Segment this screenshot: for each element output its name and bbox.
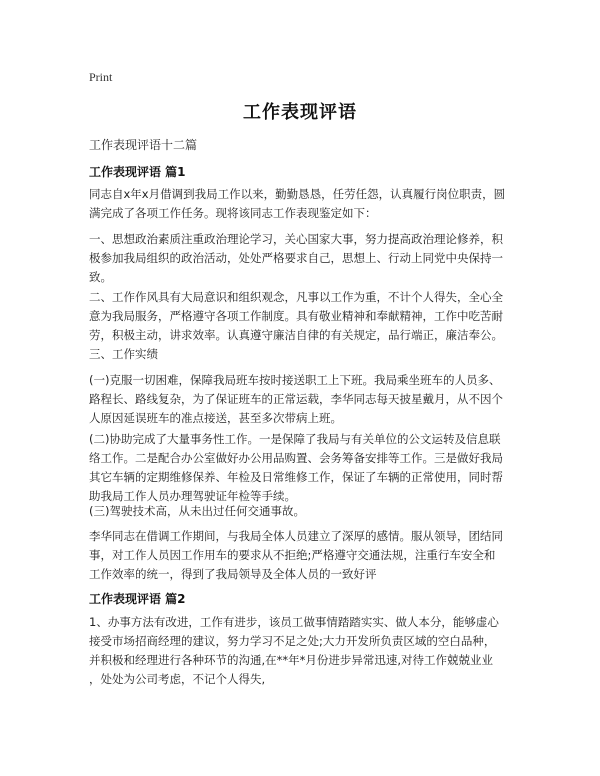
paragraph-line: 接受市场招商经理的建议，努力学习不足之处;大力开发所负责区域的空白品种，	[89, 634, 496, 648]
paragraph	[89, 345, 519, 364]
paragraph-line: 二、工作作风具有大局意识和组织观念，凡事以工作为重，不计个人得失，全心全	[89, 290, 503, 304]
paragraph-line: 一、思想政治素质注重政治理论学习，关心国家大事，努力提高政治理论修养，积	[89, 232, 503, 246]
paragraph-line: 人原因延误班车的准点接送，甚至多次带病上班。	[89, 411, 342, 425]
paragraph-line: 意为我局服务，严格遵守各项工作制度。具有敬业精神和奉献精神，工作中吃苦耐	[89, 309, 503, 323]
paragraph-line: (三)驾驶技术高，从未出过任何交通事故。	[89, 504, 305, 518]
paragraph-line: 致。	[89, 270, 112, 284]
paragraph	[89, 185, 519, 223]
paragraph-line: 三、工作实绩	[89, 347, 158, 361]
paragraph	[89, 230, 519, 287]
paragraph	[89, 502, 519, 521]
paragraph-line: 1、办事方法有改进，工作有进步，该员工做事情踏踏实实、做人本分，能够虚心	[89, 615, 499, 629]
paragraph-line: (一)克服一切困难，保障我局班车按时接送职工上下班。我局乘坐班车的人员多、	[89, 373, 501, 387]
paragraph-line: 极参加我局组织的政治活动，处处严格要求自己，思想上、行动上同党中央保持一	[89, 251, 503, 265]
paragraph-line: 并积极和经理进行各种环节的沟通,在**年*月份进步异常迅速,对待工作兢兢业业	[89, 653, 494, 667]
print-label[interactable]: Print	[89, 70, 113, 84]
paragraph-line: 助我局工作人员办理驾驶证年检等手续。	[89, 489, 296, 503]
paragraph-line: 路程长、路线复杂，为了保证班车的正常运载，李华同志每天披星戴月，从不因个	[89, 392, 503, 406]
paragraph-line: 事，对工作人员因工作用车的要求从不拒绝;严格遵守交通法规，注重行车安全和	[89, 548, 496, 562]
paragraph	[89, 613, 519, 689]
section-heading-2: 工作表现评语 篇2	[89, 592, 186, 606]
paragraph-line: (二)协助完成了大量事务性工作。一是保障了我局与有关单位的公文运转及信息联	[89, 432, 501, 446]
paragraph-line: 李华同志在借调工作期间，与我局全体人员建立了深厚的感情。服从领导，团结同	[89, 529, 503, 543]
page-title: 工作表现评语	[243, 102, 357, 123]
paragraph-line: 络工作。二是配合办公室做好办公用品购置、会务筹备安排等工作。三是做好我局	[89, 451, 503, 465]
paragraph-line: 工作效率的统一，得到了我局领导及全体人员的一致好评	[89, 567, 377, 581]
paragraph-line: 同志自x年x月借调到我局工作以来，勤勤恳恳，任劳任怨，认真履行岗位职责，圆	[89, 187, 506, 201]
paragraph	[89, 430, 519, 506]
document-subtitle: 工作表现评语十二篇	[89, 138, 198, 152]
paragraph-line: ，处处为公司考虑，不记个人得失,	[89, 672, 266, 686]
paragraph	[89, 527, 519, 584]
paragraph-line: 满完成了各项工作任务。现将该同志工作表现鉴定如下：	[89, 206, 377, 220]
paragraph-line: 劳，积极主动，讲求效率。认真遵守廉洁自律的有关规定，品行端正，廉洁奉公。	[89, 328, 503, 342]
paragraph	[89, 288, 519, 345]
paragraph	[89, 371, 519, 428]
paragraph-line: 其它车辆的定期维修保养、年检及日常维修工作，保证了车辆的正常使用，同时帮	[89, 470, 503, 484]
section-heading-1: 工作表现评语 篇1	[89, 165, 186, 179]
